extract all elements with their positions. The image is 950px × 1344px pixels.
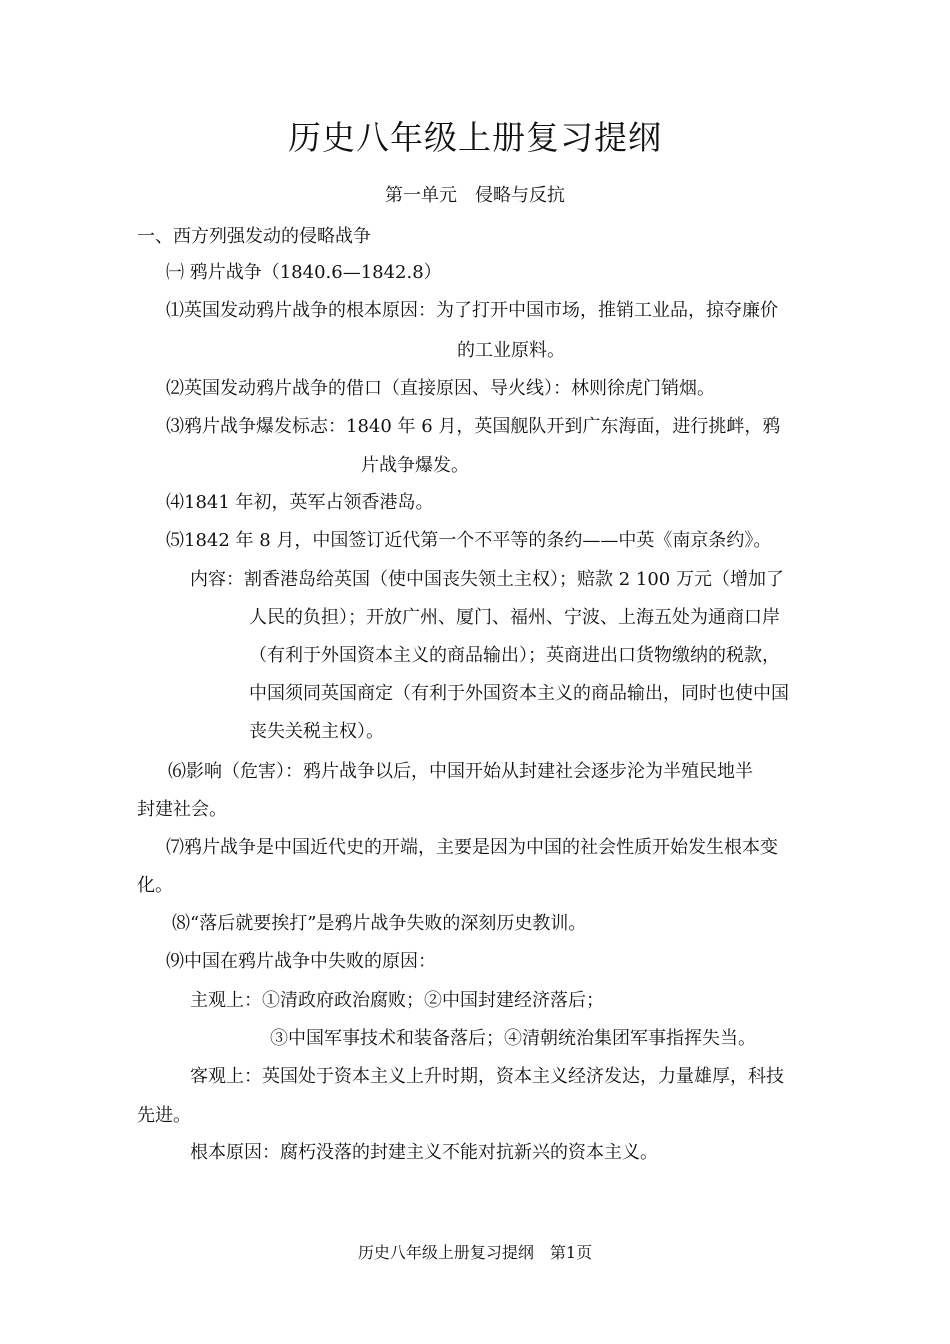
document-title: 历史八年级上册复习提纲 bbox=[288, 118, 662, 157]
page-footer: 历史八年级上册复习提纲 第1页 bbox=[357, 1243, 593, 1262]
paragraph-line: 片战争爆发。 bbox=[361, 455, 469, 476]
paragraph-line: ⑼中国在鸦片战争中失败的原因： bbox=[166, 951, 436, 972]
paragraph-line: 封建社会。 bbox=[137, 799, 227, 820]
subsection-heading: ㈠ 鸦片战争（1840.6—1842.8） bbox=[166, 262, 442, 283]
paragraph-line: 的工业原料。 bbox=[457, 340, 565, 361]
paragraph-line: ⑹影响（危害）：鸦片战争以后，中国开始从封建社会逐步沦为半殖民地半 bbox=[168, 761, 753, 782]
paragraph-line: ⑶鸦片战争爆发标志：1840 年 6 月，英国舰队开到广东海面，进行挑衅，鸦 bbox=[166, 416, 781, 437]
paragraph-line: 根本原因：腐朽没落的封建主义不能对抗新兴的资本主义。 bbox=[190, 1142, 658, 1163]
paragraph-line: 先进。 bbox=[137, 1105, 191, 1126]
paragraph-line: 内容：割香港岛给英国（使中国丧失领土主权）；赔款 2 100 万元（增加了 bbox=[190, 569, 784, 590]
paragraph-line: 丧失关税主权）。 bbox=[249, 721, 384, 742]
paragraph-line: ⑻“落后就要挨打”是鸦片战争失败的深刻历史教训。 bbox=[172, 913, 587, 934]
section-heading: 一、西方列强发动的侵略战争 bbox=[137, 226, 371, 247]
paragraph-line: 化。 bbox=[137, 875, 173, 896]
paragraph-line: ⑵英国发动鸦片战争的借口（直接原因、导火线）：林则徐虎门销烟。 bbox=[166, 378, 715, 399]
paragraph-line: ⑷1841 年初，英军占领香港岛。 bbox=[166, 492, 434, 513]
paragraph-line: ⑺鸦片战争是中国近代史的开端，主要是因为中国的社会性质开始发生根本变 bbox=[166, 837, 778, 858]
paragraph-line: ⑴英国发动鸦片战争的根本原因：为了打开中国市场，推销工业品，掠夺廉价 bbox=[166, 300, 778, 321]
unit-heading: 第一单元 侵略与反抗 bbox=[385, 185, 565, 206]
paragraph-line: ⑸1842 年 8 月，中国签订近代第一个不平等的条约——中英《南京条约》。 bbox=[166, 530, 772, 551]
paragraph-line: 客观上：英国处于资本主义上升时期，资本主义经济发达，力量雄厚，科技 bbox=[190, 1066, 784, 1087]
paragraph-line: ③中国军事技术和装备落后；④清朝统治集团军事指挥失当。 bbox=[270, 1028, 756, 1049]
paragraph-line: 中国须同英国商定（有利于外国资本主义的商品输出，同时也使中国 bbox=[249, 683, 789, 704]
paragraph-line: （有利于外国资本主义的商品输出）；英商进出口货物缴纳的税款， bbox=[249, 645, 780, 666]
paragraph-line: 主观上：①清政府政治腐败；②中国封建经济落后； bbox=[190, 990, 604, 1011]
paragraph-line: 人民的负担）；开放广州、厦门、福州、宁波、上海五处为通商口岸 bbox=[249, 607, 780, 628]
